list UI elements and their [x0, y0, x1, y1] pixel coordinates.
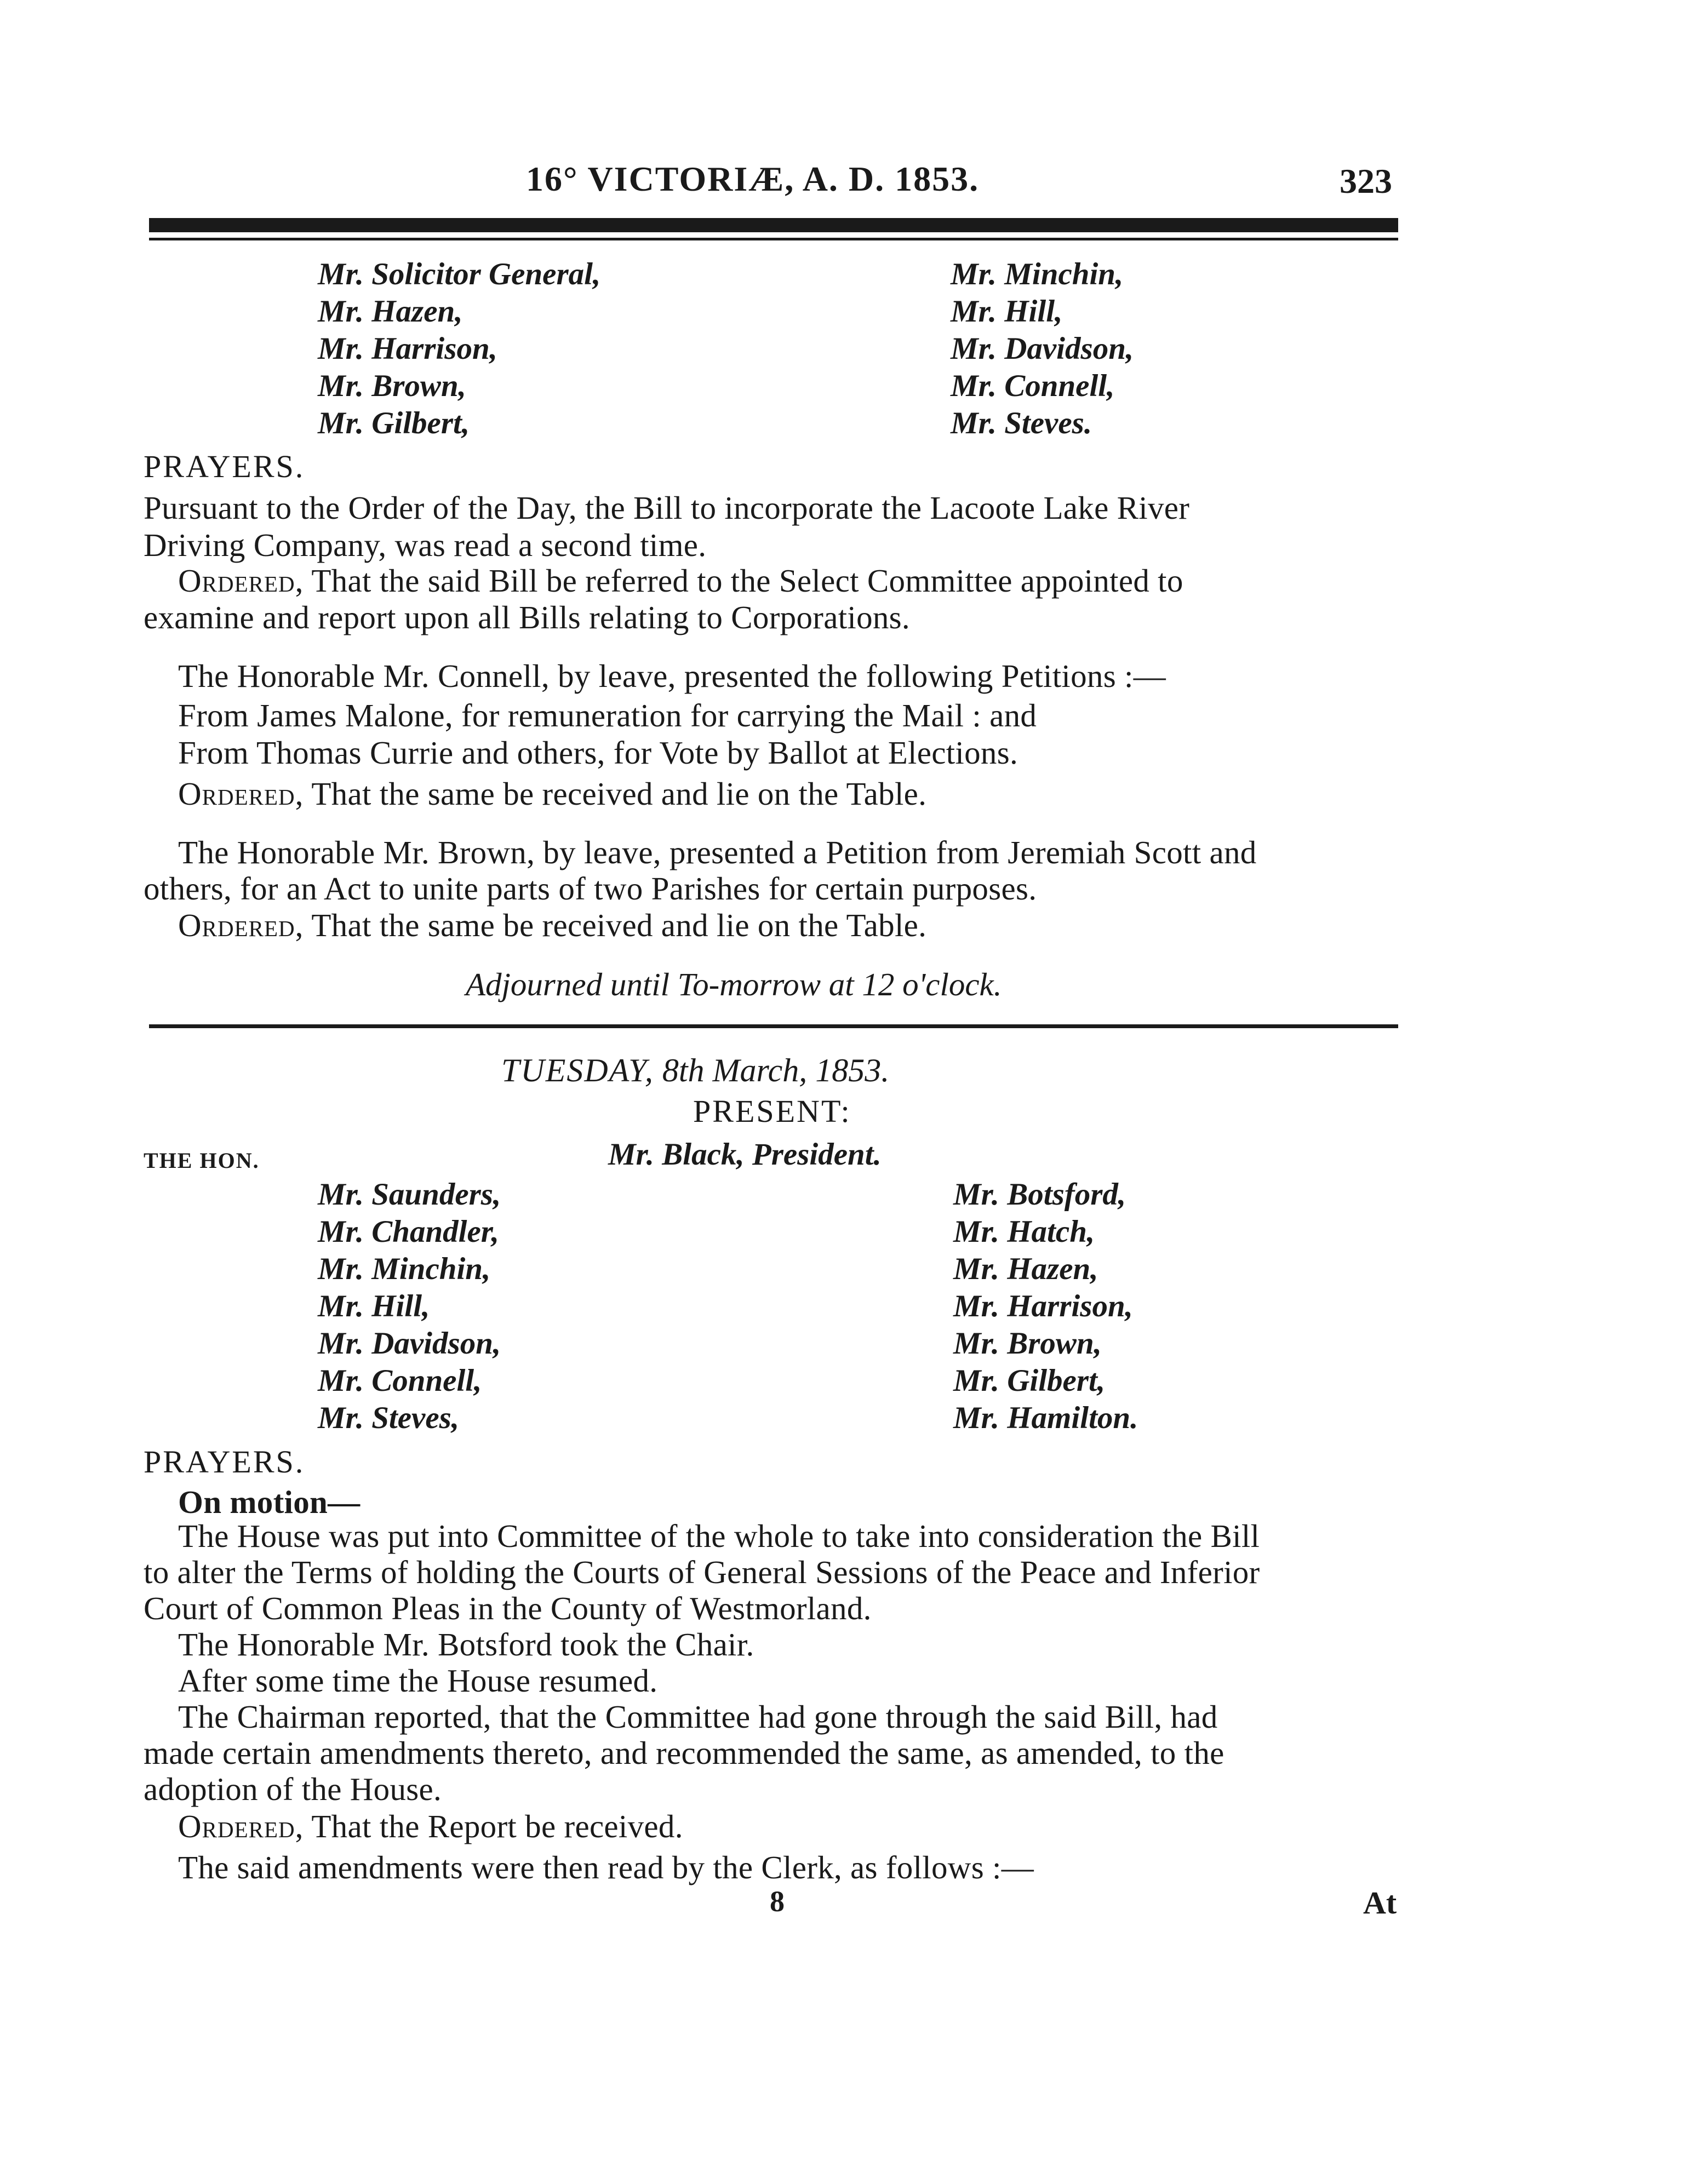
ordered-label: Ordered,	[178, 907, 304, 943]
prayers-heading: PRAYERS.	[144, 449, 305, 484]
ordered-text: That the same be received and lie on the Table.	[304, 907, 927, 943]
paragraph-line: others, for an Act to unite parts of two Parishes for certain purposes.	[144, 870, 1037, 907]
header-rule-thin	[149, 238, 1398, 240]
paragraph-line: The said amendments were then read by the Clerk, as follows :—	[178, 1849, 1034, 1885]
member-name: Mr. Connell,	[951, 369, 1115, 403]
ordered-line	[178, 1808, 683, 1845]
member-name: Mr. Steves.	[951, 406, 1092, 440]
member-name: Mr. Hamilton.	[953, 1401, 1138, 1435]
paragraph-line: to alter the Terms of holding the Courts of General Sessions of the Peace and Inferior	[144, 1554, 1260, 1590]
paragraph-line: From James Malone, for remuneration for carrying the Mail : and	[178, 697, 1037, 733]
paragraph-line: Driving Company, was read a second time.	[144, 527, 707, 563]
member-name: Mr. Davidson,	[951, 331, 1134, 366]
signature-mark: 8	[770, 1885, 785, 1918]
member-name: Mr. Steves,	[318, 1401, 460, 1435]
ordered-text: That the Report be received.	[304, 1808, 683, 1844]
catchword: At	[1363, 1885, 1397, 1921]
page-number: 323	[1340, 162, 1392, 200]
member-name: Mr. Brown,	[953, 1326, 1102, 1361]
member-name: Mr. Solicitor General,	[318, 257, 601, 291]
member-name: Mr. Chandler,	[318, 1214, 500, 1249]
present-heading: PRESENT:	[693, 1093, 851, 1129]
ordered-line	[178, 775, 926, 813]
paragraph-line: adoption of the House.	[144, 1771, 442, 1807]
member-name: Mr. Minchin,	[318, 1252, 491, 1286]
paragraph-line: Court of Common Pleas in the County of Westmorland.	[144, 1590, 872, 1626]
section-divider-rule	[149, 1024, 1398, 1028]
header-rule-thick	[149, 218, 1398, 232]
ordered-text: That the said Bill be referred to the Select Committee appointed to	[304, 563, 1183, 599]
member-name: Mr. Hill,	[318, 1289, 430, 1323]
paragraph-line: The House was put into Committee of the whole to take into consideration the Bill	[178, 1518, 1260, 1554]
member-name: Mr. Harrison,	[318, 331, 497, 366]
on-motion-line: On motion—	[178, 1484, 361, 1520]
paragraph-line: After some time the House resumed.	[178, 1663, 658, 1699]
date-text: 8th March, 1853.	[654, 1052, 890, 1088]
member-name: Mr. Saunders,	[318, 1177, 501, 1212]
member-name: Mr. Hill,	[951, 294, 1063, 329]
paragraph-line: The Chairman reported, that the Committee had gone through the said Bill, had	[178, 1699, 1218, 1735]
ordered-text: That the same be received and lie on the Table.	[304, 776, 927, 812]
date-line	[501, 1052, 889, 1090]
ordered-label: Ordered,	[178, 776, 304, 812]
ordered-label: Ordered,	[178, 563, 304, 599]
paragraph-line: From Thomas Currie and others, for Vote by Ballot at Elections.	[178, 735, 1018, 771]
paragraph-line: The Honorable Mr. Brown, by leave, presented a Petition from Jeremiah Scott and	[178, 834, 1257, 870]
president-line: Mr. Black, President.	[608, 1137, 882, 1172]
paragraph-line: examine and report upon all Bills relating to Corporations.	[144, 599, 910, 635]
weekday: TUESDAY,	[501, 1052, 654, 1088]
paragraph-line: The Honorable Mr. Connell, by leave, presented the following Petitions :—	[178, 658, 1166, 694]
member-name: Mr. Gilbert,	[953, 1363, 1106, 1398]
paragraph-line: made certain amendments thereto, and recommended the same, as amended, to the	[144, 1735, 1224, 1771]
member-name: Mr. Gilbert,	[318, 406, 470, 440]
member-name: Mr. Hazen,	[318, 294, 463, 329]
member-name: Mr. Harrison,	[953, 1289, 1133, 1323]
member-name: Mr. Connell,	[318, 1363, 482, 1398]
prayers-heading: PRAYERS.	[144, 1444, 305, 1480]
member-name: Mr. Botsford,	[953, 1177, 1126, 1212]
member-name: Mr. Minchin,	[951, 257, 1124, 291]
member-name: Mr. Hatch,	[953, 1214, 1095, 1249]
member-name: Mr. Hazen,	[953, 1252, 1098, 1286]
paragraph-line: The Honorable Mr. Botsford took the Chair.	[178, 1626, 754, 1663]
member-name: Mr. Brown,	[318, 369, 466, 403]
member-name: Mr. Davidson,	[318, 1326, 501, 1361]
the-hon-label: THE HON.	[144, 1148, 260, 1173]
paragraph-line: Pursuant to the Order of the Day, the Bill to incorporate the Lacoote Lake River	[144, 490, 1190, 526]
ordered-label: Ordered,	[178, 1808, 304, 1844]
ordered-line	[178, 907, 926, 944]
adjourned-line: Adjourned until To-morrow at 12 o'clock.	[466, 966, 1002, 1002]
running-header-title: 16° VICTORIÆ, A. D. 1853.	[526, 159, 980, 198]
ordered-line	[178, 562, 1183, 600]
